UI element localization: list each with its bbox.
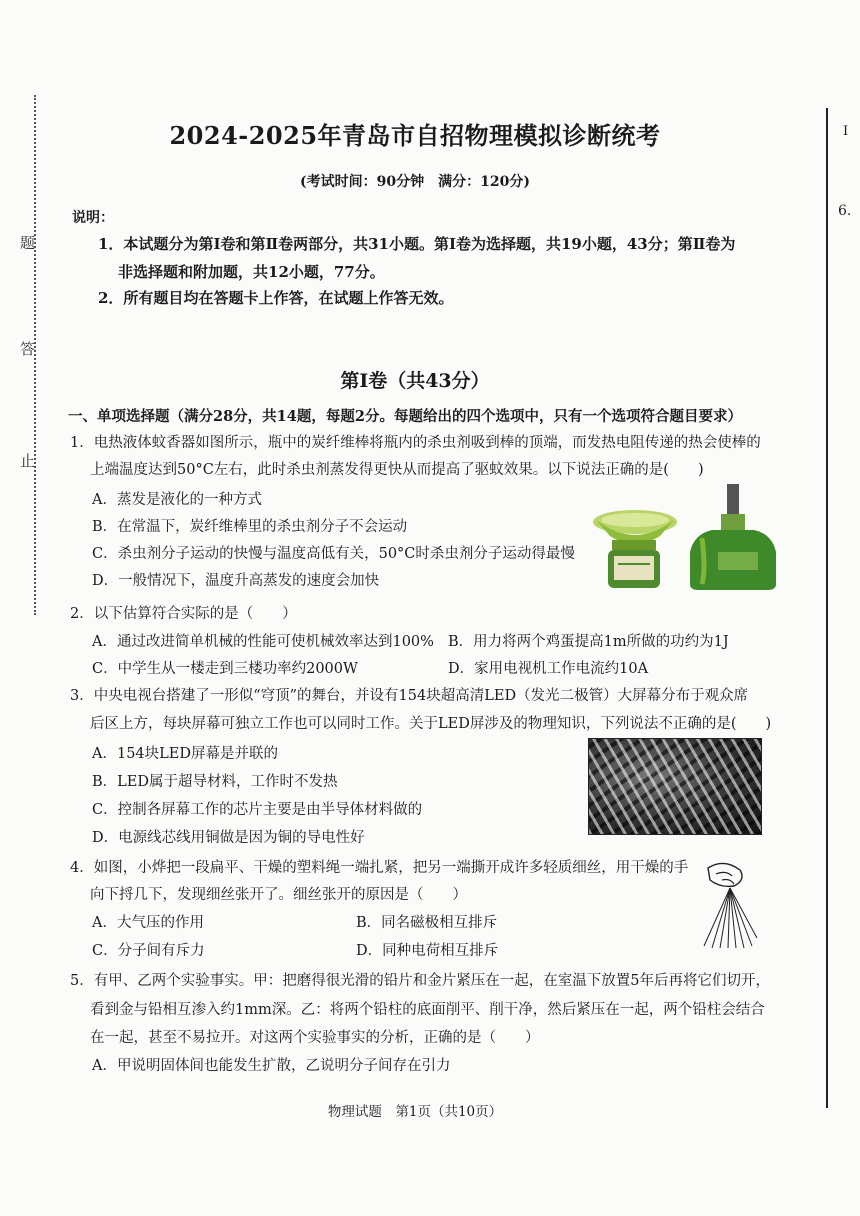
question-2-option-d: D．家用电视机工作电流约10A <box>448 661 649 677</box>
question-1-stem-cont: 上端温度达到50°C左右，此时杀虫剂蒸发得更快从而提高了驱蚊效果。以下说法正确的是( ) <box>90 462 704 478</box>
instruction-item-2: 2．所有题目均在答题卡上作答，在试题上作答无效。 <box>98 289 454 307</box>
question-1-option-c: C．杀虫剂分子运动的快慢与温度高低有关，50°C时杀虫剂分子运动得最慢 <box>92 546 575 562</box>
question-3-stem-cont: 后区上方，每块屏幕可独立工作也可以同时工作。关于LED屏涉及的物理知识，下列说法不正确的是( ) <box>90 716 772 732</box>
question-5-stem-cont: 看到金与铅相互渗入约1mm深。乙：将两个铅柱的底面削平、削干净，然后紧压在一起，两个铅柱会结合 <box>90 1002 765 1018</box>
instruction-item-1-cont: 非选择题和附加题，共12小题，77分。 <box>118 263 385 281</box>
question-4-stem-cont: 向下捋几下，发现细丝张开了。细丝张开的原因是（ ） <box>90 887 467 903</box>
question-2-stem: 2．以下估算符合实际的是（ ） <box>70 606 297 622</box>
next-page-question-number: 6. <box>838 203 852 219</box>
question-2-option-a: A．通过改进简单机械的性能可使机械效率达到100% <box>92 634 434 650</box>
question-4-option-a: A．大气压的作用 <box>92 915 204 931</box>
question-1-stem: 1．电热液体蚊香器如图所示，瓶中的炭纤维棒将瓶内的杀虫剂吸到棒的顶端，而发热电阻传递的热会使棒的 <box>70 435 761 451</box>
question-4-option-c: C．分子间有斥力 <box>92 943 205 959</box>
instructions-heading: 说明： <box>72 210 114 226</box>
page-edge-rule <box>826 108 828 1108</box>
instruction-item-1: 1．本试题分为第Ⅰ卷和第Ⅱ卷两部分，共31小题。第Ⅰ卷为选择题，共19小题，43分；第Ⅱ卷为 <box>98 235 736 253</box>
binding-margin-char: 答 <box>20 340 36 358</box>
exam-info: (考试时间：90分钟 满分：120分) <box>300 174 530 190</box>
question-3-stem: 3．中央电视台搭建了一形似“穹顶”的舞台，并设有154块超高清LED（发光二极管）大屏幕分布于观众席 <box>70 688 749 704</box>
next-page-fragment: I <box>843 124 849 139</box>
led-dome-stage-image <box>588 738 762 835</box>
question-1-option-a: A．蒸发是液化的一种方式 <box>92 492 262 508</box>
question-3-option-d: D．电源线芯线用铜做是因为铜的导电性好 <box>92 830 365 846</box>
question-4-stem: 4．如图，小烨把一段扁平、干燥的塑料绳一端扎紧，把另一端撕开成许多轻质细丝，用干燥的手 <box>70 860 689 876</box>
question-3-option-b: B．LED属于超导材料，工作时不发热 <box>92 774 338 790</box>
question-5-option-a: A．甲说明固体间也能发生扩散，乙说明分子间存在引力 <box>92 1058 451 1074</box>
question-5-stem: 5．有甲、乙两个实验事实。甲：把磨得很光滑的铅片和金片紧压在一起，在室温下放置5年后再将它们切开， <box>70 973 770 989</box>
question-2-option-b: B．用力将两个鸡蛋提高1m所做的功约为1J <box>448 634 729 650</box>
question-5-stem-cont: 在一起，甚至不易拉开。对这两个实验事实的分析，正确的是（ ） <box>90 1030 540 1046</box>
binding-margin-char: 止 <box>20 452 36 470</box>
question-1-option-d: D．一般情况下，温度升高蒸发的速度会加快 <box>92 573 380 589</box>
question-4-option-d: D．同种电荷相互排斥 <box>356 943 499 959</box>
question-1-option-b: B．在常温下，炭纤维棒里的杀虫剂分子不会运动 <box>92 519 408 535</box>
section-heading: 一、单项选择题（满分28分，共14题，每题2分。每题给出的四个选项中，只有一个选项符合题目要求） <box>68 408 742 425</box>
question-3-option-c: C．控制各屏幕工作的芯片主要是由半导体材料做的 <box>92 802 423 818</box>
page-footer: 物理试题 第1页（共10页） <box>327 1104 503 1120</box>
question-3-option-a: A．154块LED屏幕是并联的 <box>92 746 278 762</box>
plastic-rope-strands-image <box>700 858 758 950</box>
binding-margin-char: 题 <box>20 234 36 252</box>
question-2-option-c: C．中学生从一楼走到三楼功率约2000W <box>92 661 358 677</box>
question-4-option-b: B．同名磁极相互排斥 <box>356 915 498 931</box>
part-title: 第Ⅰ卷（共43分） <box>340 370 490 392</box>
page-title: 2024-2025年青岛市自招物理模拟诊断统考 <box>169 121 661 150</box>
mosquito-repellent-heater-image <box>590 480 790 592</box>
